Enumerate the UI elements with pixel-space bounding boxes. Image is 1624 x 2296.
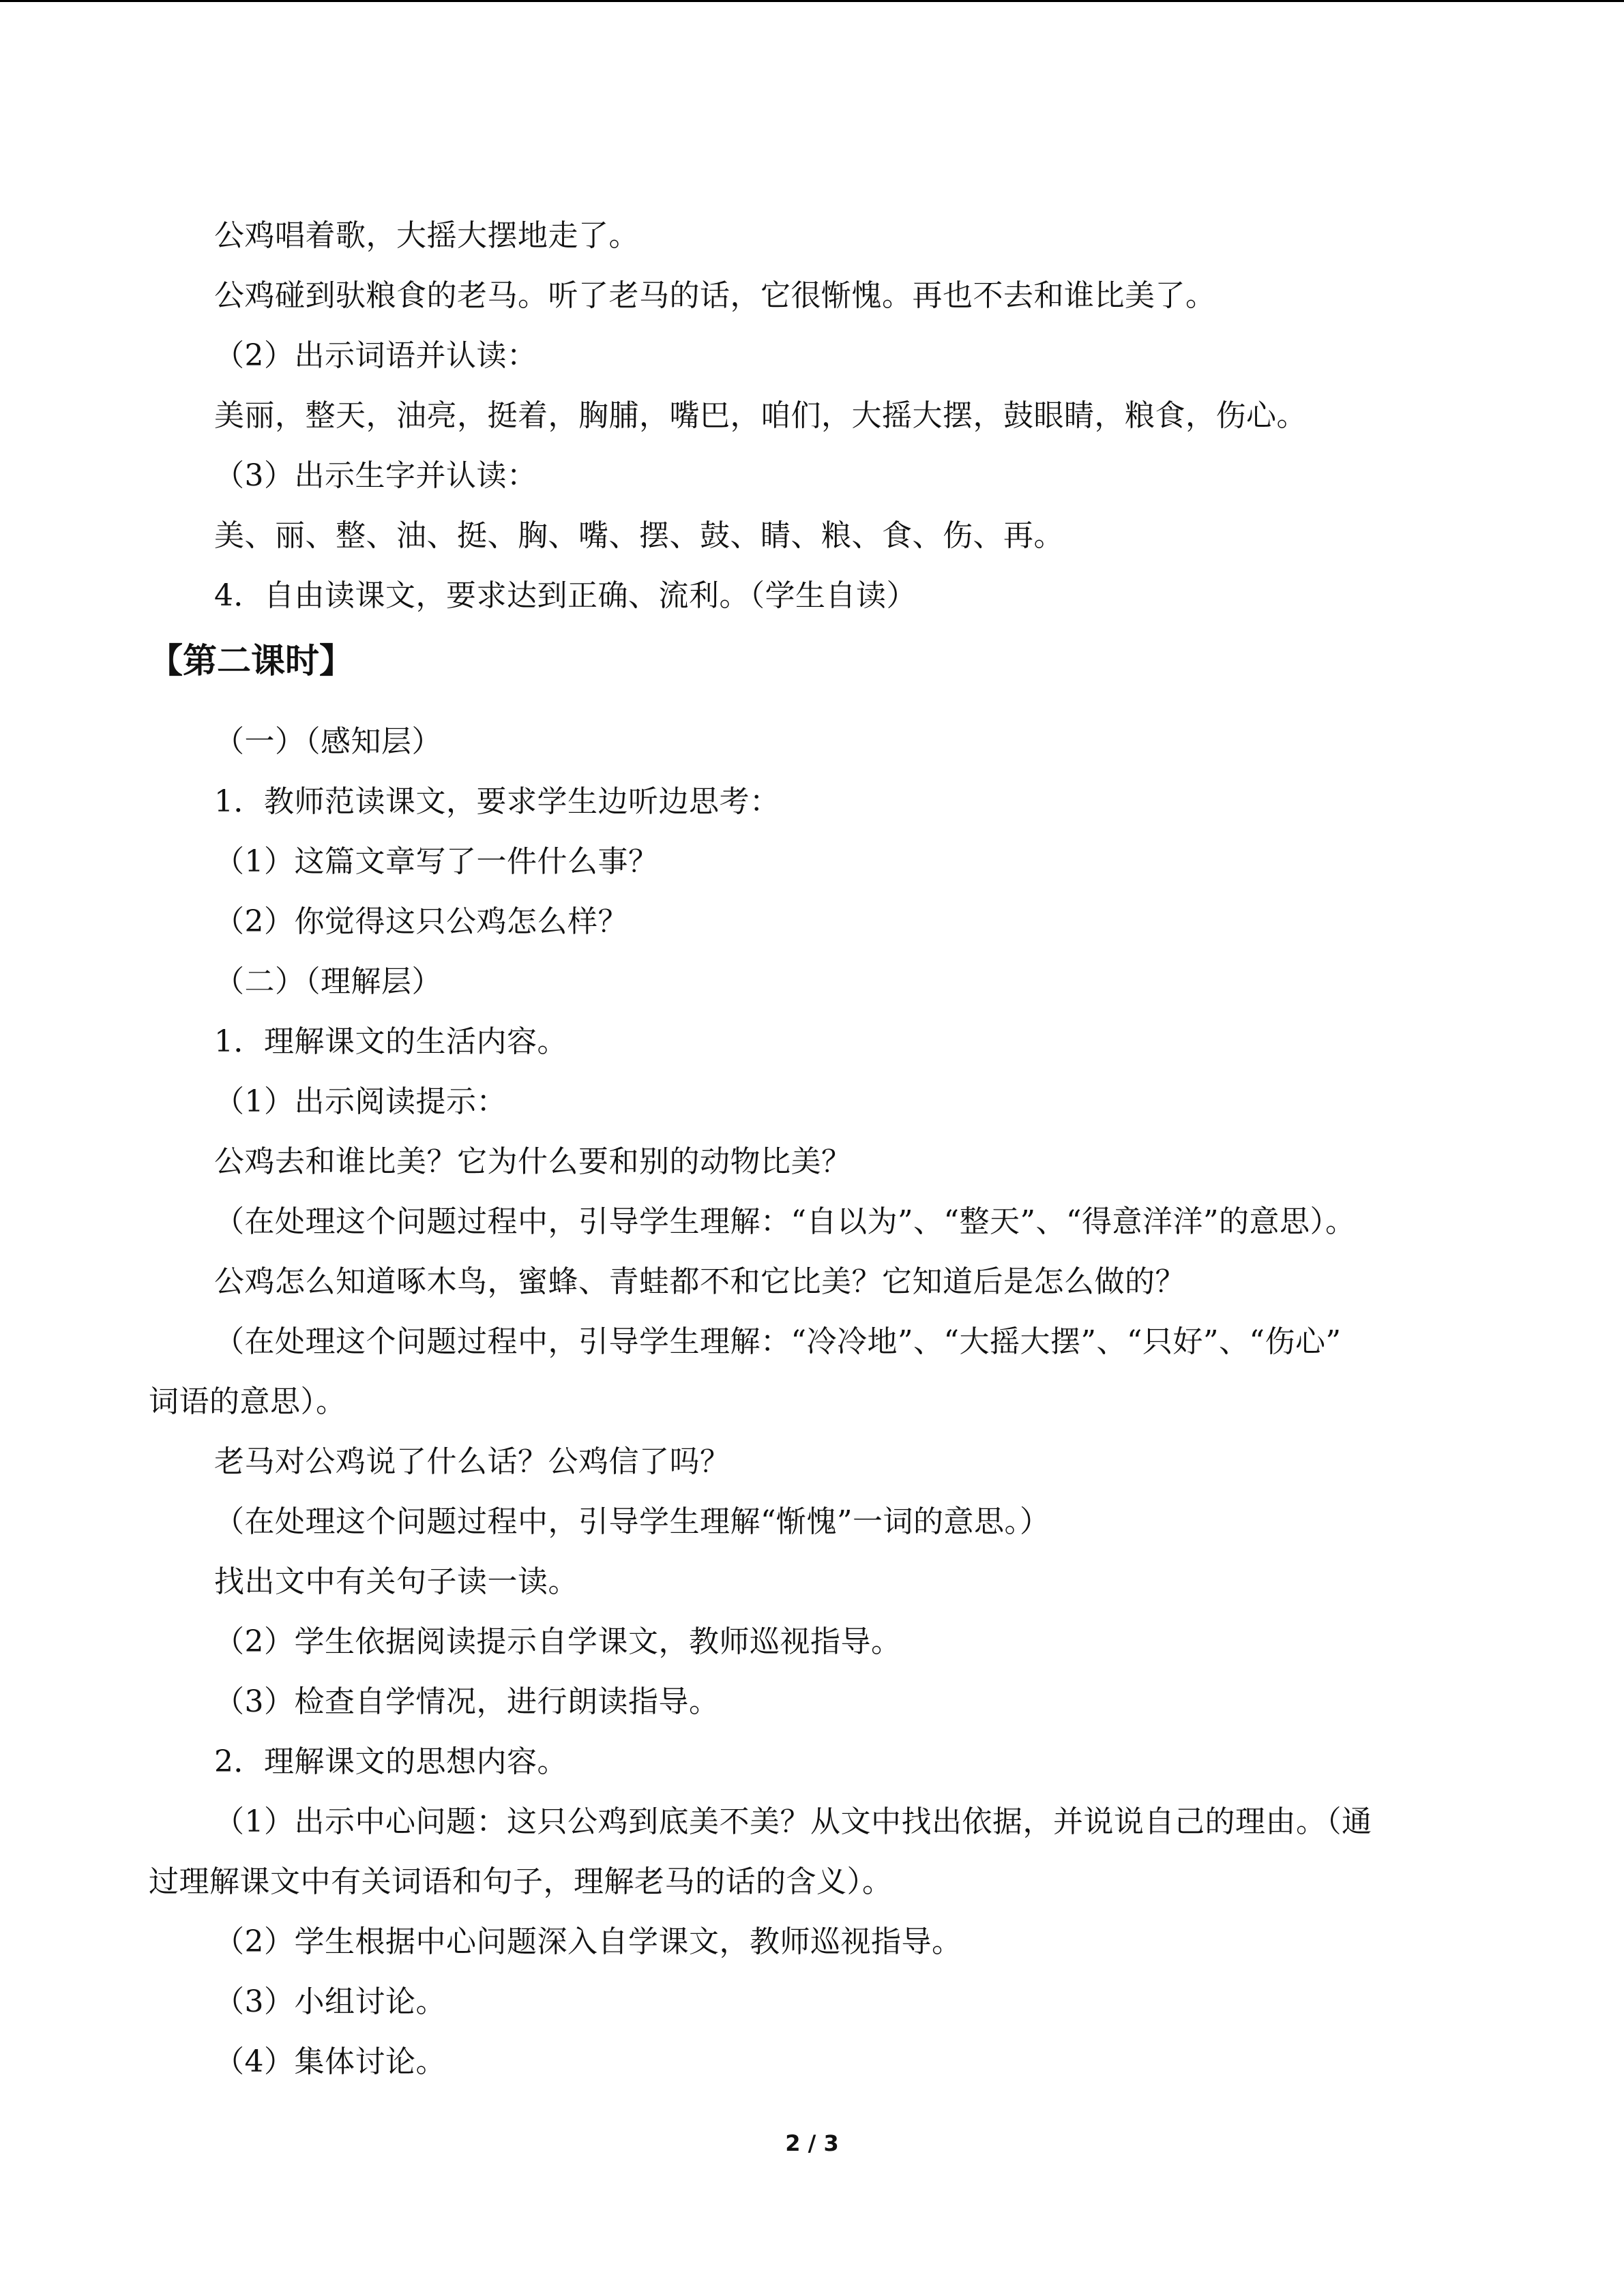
- paragraph-line: （一）（感知层）: [214, 724, 442, 759]
- paragraph-line: 2．理解课文的思想内容。: [214, 1744, 567, 1779]
- paragraph-line: （3）检查自学情况，进行朗读指导。: [214, 1684, 720, 1719]
- paragraph-line-continuation: 词语的意思）。: [149, 1384, 346, 1419]
- paragraph-line: 1．教师范读课文，要求学生边听边思考：: [214, 784, 780, 819]
- paragraph-line: （3）出示生字并认读：: [214, 458, 537, 493]
- paragraph-line: （2）你觉得这只公鸡怎么样？: [214, 904, 628, 939]
- paragraph-line: （1）这篇文章写了一件什么事？: [214, 844, 659, 879]
- paragraph-line: 公鸡碰到驮粮食的老马。听了老马的话，它很惭愧。再也不去和谁比美了。: [214, 278, 1216, 313]
- paragraph-line: （2）出示词语并认读：: [214, 338, 537, 373]
- paragraph-line: 美、丽、整、油、挺、胸、嘴、摆、鼓、睛、粮、食、伤、再。: [214, 518, 1064, 553]
- paragraph-line: （在处理这个问题过程中，引导学生理解“惭愧”一词的意思。）: [214, 1504, 1050, 1539]
- paragraph-line: 公鸡唱着歌，大摇大摆地走了。: [214, 218, 639, 253]
- paragraph-line: 公鸡去和谁比美？它为什么要和别的动物比美？: [214, 1144, 852, 1179]
- paragraph-line: （1）出示阅读提示：: [214, 1084, 507, 1119]
- paragraph-line: （在处理这个问题过程中，引导学生理解：“自以为”、“整天”、“得意洋洋”的意思）。: [214, 1204, 1356, 1239]
- paragraph-line: 公鸡怎么知道啄木鸟，蜜蜂、青蛙都不和它比美？它知道后是怎么做的？: [214, 1264, 1185, 1299]
- paragraph-line: （3）小组讨论。: [214, 1984, 446, 2019]
- paragraph-line: 老马对公鸡说了什么话？公鸡信了吗？: [214, 1444, 730, 1479]
- paragraph-line: 1．理解课文的生活内容。: [214, 1024, 567, 1059]
- paragraph-line: （2）学生根据中心问题深入自学课文，教师巡视指导。: [214, 1924, 962, 1959]
- paragraph-line: 找出文中有关句子读一读。: [214, 1564, 578, 1599]
- page-number: 2 / 3: [785, 2130, 839, 2156]
- paragraph-line: （在处理这个问题过程中，引导学生理解：“冷冷地”、“大摇大摆”、“只好”、“伤心”: [214, 1324, 1342, 1359]
- section-heading: 【第二课时】: [149, 641, 353, 681]
- paragraph-line: （二）（理解层）: [214, 964, 442, 999]
- paragraph-line-continuation: 过理解课文中有关词语和句子，理解老马的话的含义）。: [149, 1864, 893, 1899]
- paragraph-line: 美丽，整天，油亮，挺着，胸脯，嘴巴，咱们，大摇大摆，鼓眼睛，粮食，伤心。: [214, 398, 1307, 433]
- paragraph-line: （2）学生依据阅读提示自学课文，教师巡视指导。: [214, 1624, 902, 1659]
- paragraph-line: （1）出示中心问题：这只公鸡到底美不美？从文中找出依据，并说说自己的理由。（通: [214, 1804, 1372, 1839]
- paragraph-line: （4）集体讨论。: [214, 2044, 446, 2079]
- paragraph-line: 4．自由读课文，要求达到正确、流利。（学生自读）: [214, 578, 917, 613]
